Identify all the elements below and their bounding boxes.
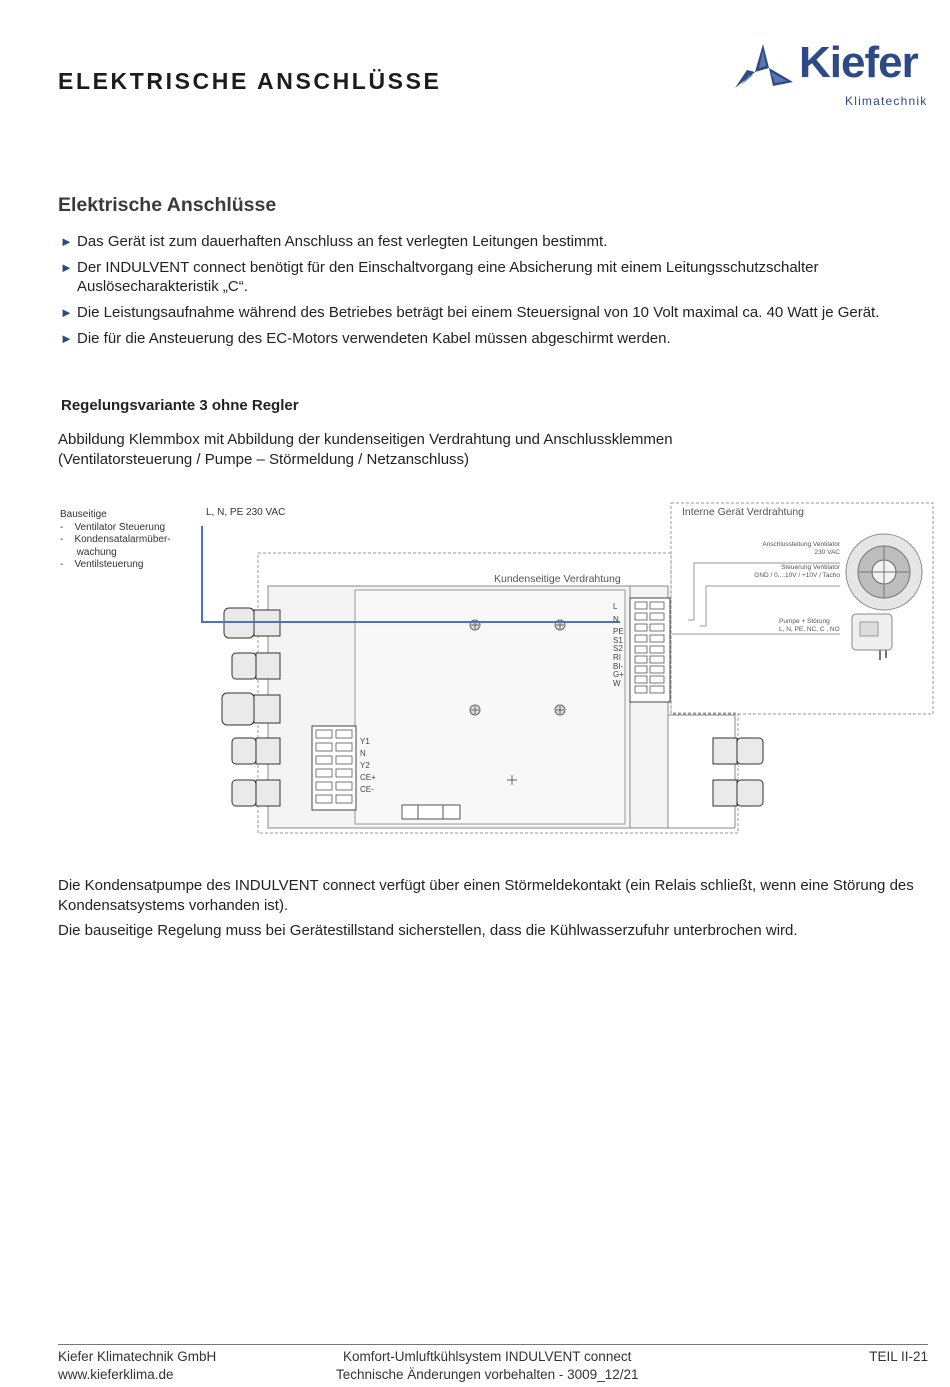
regelung-heading: Regelungsvariante 3 ohne Regler [61,397,299,414]
footer-page-number: TEIL II-21 [869,1349,928,1364]
footer-center: Komfort-Umluftkühlsystem INDULVENT connect Technische Änderungen vorbehalten - 3009_12/21 [336,1349,639,1382]
list-item: ► Die für die Ansteuerung des EC-Motors verwendeten Kabel müssen abgeschirmt werden. [60,330,671,347]
kiefer-logo-icon [733,42,799,92]
fan-supply-label: Anschlussleitung Ventilator 230 VAC [762,541,840,556]
cable-gland-icon [713,738,763,806]
ec-fan-icon [846,534,922,610]
terminal-block-left [312,726,356,810]
fan-control-label: Steuerung Ventilator GND / 0....10V / +10V / Tacho [754,564,840,579]
kiefer-logo [733,38,933,112]
list-item: ► Der INDULVENT connect benötigt für den Einschaltvorgang eine Absicherung mit einem Leitungsschutzschalter Auslösecharakteristik „C“. [60,259,819,295]
arrow-bullet-icon: ► [60,305,73,320]
logo-word: Kiefer [799,38,918,87]
wiring-diagram [0,490,950,850]
arrow-bullet-icon: ► [60,234,73,249]
terminal-labels-left: Y1 N Y2 CE+ CE- [360,737,376,794]
page-title: ELEKTRISCHE ANSCHLÜSSE [58,68,442,94]
paragraph-pump: Die Kondensatpumpe des INDULVENT connect verfügt über einen Störmeldekontakt (ein Relais schließt, wenn eine Störung des Kondensatsystems vorhanden ist). [58,877,914,914]
section-heading: Elektrische Anschlüsse [58,194,277,216]
customer-wiring-label: Kundenseitige Verdrahtung [494,573,621,585]
fuse-holder [402,805,460,819]
footer-left: Kiefer Klimatechnik GmbH www.kieferklima.de [58,1349,217,1382]
terminal-box-cover [355,590,625,824]
internal-wiring-label: Interne Gerät Verdrahtung [682,506,804,518]
mains-label: L, N, PE 230 VAC [206,507,286,518]
terminal-labels-right: L N PE S1 S2 RI BI- G+ W [613,602,624,688]
pump-label: Pumpe + Störung L, N, PE, NC, C , NO [779,618,840,633]
list-item: ► Das Gerät ist zum dauerhaften Anschluss an fest verlegten Leitungen bestimmt. [60,233,608,250]
arrow-bullet-icon: ► [60,260,73,275]
paragraph-regelung: Die bauseitige Regelung muss bei Gerätestillstand sicherstellen, dass die Kühlwasserzufuhr unterbrochen wird. [58,922,798,939]
bullet-list [60,232,940,355]
list-item: ► Die Leistungsaufnahme während des Betriebes beträgt bei einem Steuersignal von 10 Volt maximal ca. 40 Watt je Gerät. [60,304,880,321]
bauseitige-label: Bauseitige - Ventilator Steuerung - Kondensatalarmüber- wachung - Ventilsteuerung [60,509,171,570]
figure-caption: Abbildung Klemmbox mit Abbildung der kundenseitigen Verdrahtung und Anschlussklemmen (Ventilatorsteuerung / Pumpe – Störmeldung / Netzanschluss) [58,431,673,468]
logo-subtitle: Klimatechnik [845,94,928,108]
footer-divider [58,1344,928,1345]
footer-website: www.kieferklima.de [58,1367,174,1382]
arrow-bullet-icon: ► [60,331,73,346]
condensate-pump-icon [852,614,892,660]
